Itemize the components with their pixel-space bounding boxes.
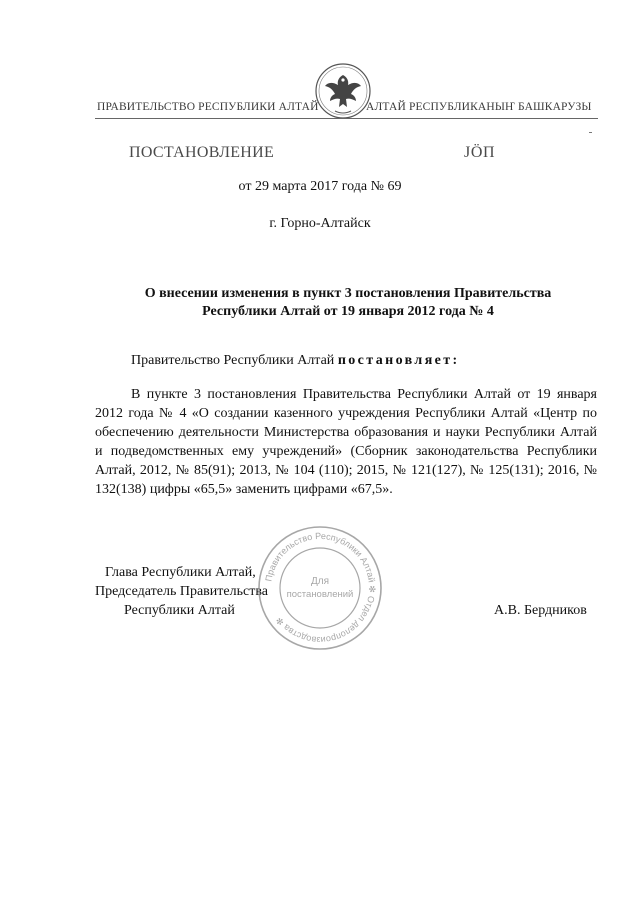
resolution-body — [95, 385, 597, 500]
coat-of-arms-icon — [313, 61, 373, 121]
stamp-seal-icon — [256, 524, 384, 652]
doctype-ru: ПОСТАНОВЛЕНИЕ — [129, 144, 275, 161]
document-city: г. Горно-Алтайск — [269, 216, 371, 231]
document-date-number: от 29 марта 2017 года № 69 — [238, 179, 402, 194]
coat-of-arms-emblem — [313, 61, 373, 121]
resolution-paragraph: В пункте 3 постановления Правительства Республики Алтай от 19 января 2012 года № 4 «О создании казенного учреждения Республики Алтай «Центр по обеспечению деятельности Министерства образования и науки Республики Алтай и подведомственных ему учреждений» (Сборник законодательства Республики Алтай, 2012, № 85(91); 2013, № 104 (110); 2015, № 121(127), № 125(131); 2016, № 132(138) цифры «65,5» заменить цифрами «67,5». — [95, 387, 597, 498]
preamble — [131, 353, 460, 369]
stamp-center-line-1: Для — [310, 576, 330, 587]
subject-line-1: О внесении изменения в пункт 3 постановления Правительства — [144, 286, 552, 301]
government-title-ru: ПРАВИТЕЛЬСТВО РЕСПУБЛИКИ АЛТАЙ — [97, 101, 319, 113]
stamp-center-line-2: постановлений — [286, 589, 354, 600]
header-divider — [95, 118, 598, 119]
preamble-lead: Правительство Республики Алтай — [131, 353, 338, 368]
signatory-title-3: Республики Алтай — [124, 603, 235, 618]
signatory-title-2: Председатель Правительства — [95, 584, 268, 599]
official-stamp — [256, 524, 384, 652]
stamp-ring-text: Правительство Республики Алтай ✻ Отдел делопроизводства ✻ — [263, 530, 378, 646]
signatory-name: А.В. Бердников — [494, 603, 587, 618]
subject-line-2: Республики Алтай от 19 января 2012 года № 4 — [202, 304, 494, 319]
signatory-title-1: Глава Республики Алтай, — [105, 565, 256, 580]
preamble-verb: постановляет: — [337, 353, 460, 368]
doctype-alt: ЈӦП — [464, 144, 496, 161]
header-mark — [589, 132, 592, 133]
government-title-alt: АЛТАЙ РЕСПУБЛИКАНЫҤ БАШКАРУЗЫ — [366, 101, 592, 113]
document-subject — [95, 285, 601, 321]
